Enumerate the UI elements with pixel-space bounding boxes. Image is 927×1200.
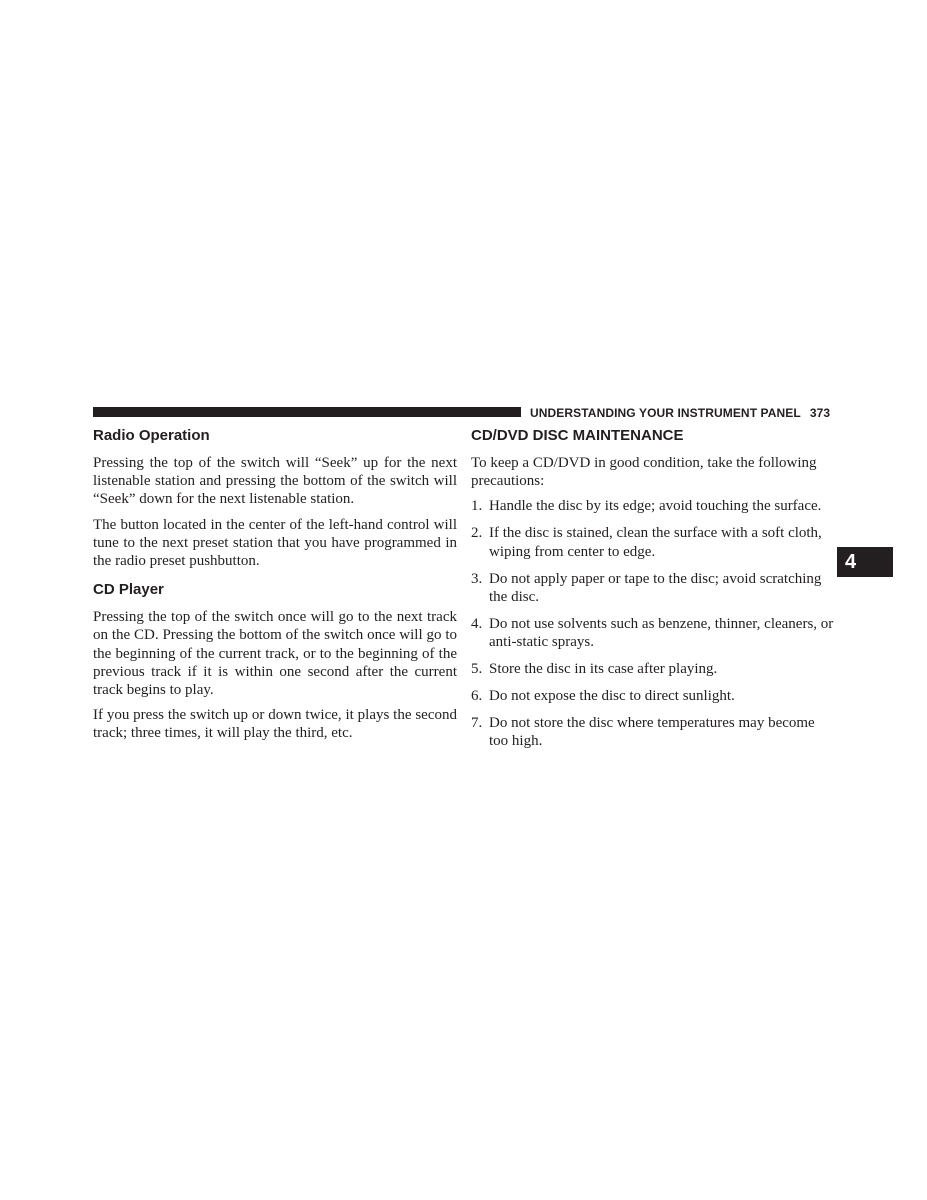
running-header [530,405,836,421]
radio-operation-heading: Radio Operation [93,427,210,444]
cd-paragraph-1: Pressing the top of the switch once will go to the next track on the CD. Pressing the bottom of the switch once will go to the beginning of the current track, or to the beginning of the previous track if it is within one second after the current track begins to play. [93,609,457,699]
precautions-list [471,497,835,750]
list-item-number: 5. [471,661,483,678]
list-item-number: 2. [471,525,483,542]
list-item-text: Store the disc in its case after playing. [489,661,718,678]
list-item-text: Do not apply paper or tape to the disc; avoid scratching the disc. [489,570,822,605]
list-item [471,570,835,606]
list-item-number: 4. [471,615,483,632]
list-item [471,524,835,560]
radio-paragraph-2: The button located in the center of the left-hand control will tune to the next preset station that you have programmed in the radio preset pushbutton. [93,516,457,570]
disc-maintenance-heading: CD/DVD DISC MAINTENANCE [471,427,684,444]
list-item-text: Do not use solvents such as benzene, thinner, cleaners, or anti-static sprays. [489,615,834,651]
disc-maintenance-intro: To keep a CD/DVD in good condition, take the following precautions: [471,455,817,490]
chapter-tab: 4 [837,547,893,577]
list-item-number: 6. [471,688,483,705]
list-item [471,660,835,678]
list-item [471,714,835,750]
cd-paragraph-2: If you press the switch up or down twice, it plays the second track; three times, it will play the third, etc. [93,707,457,742]
list-item [471,615,835,651]
list-item-number: 1. [471,498,483,515]
list-item [471,497,835,515]
list-item-number: 3. [471,570,483,587]
page-number: 373 [809,406,831,420]
radio-paragraph-1: Pressing the top of the switch will “Seek” up for the next listenable station and pressing the bottom of the switch will “Seek” down for the next listenable station. [93,455,457,508]
list-item-text: Do not expose the disc to direct sunlight. [489,688,735,705]
left-column [93,426,457,750]
section-title: UNDERSTANDING YOUR INSTRUMENT PANEL [530,406,801,420]
right-column [471,426,835,759]
list-item [471,687,835,705]
header-rule [93,407,521,417]
list-item-text: Handle the disc by its edge; avoid touching the surface. [489,498,822,515]
cd-player-heading: CD Player [93,581,164,599]
list-item-text: If the disc is stained, clean the surface with a soft cloth, wiping from center to edge. [489,525,822,560]
list-item-text: Do not store the disc where temperatures may become too high. [489,715,815,750]
list-item-number: 7. [471,715,483,732]
